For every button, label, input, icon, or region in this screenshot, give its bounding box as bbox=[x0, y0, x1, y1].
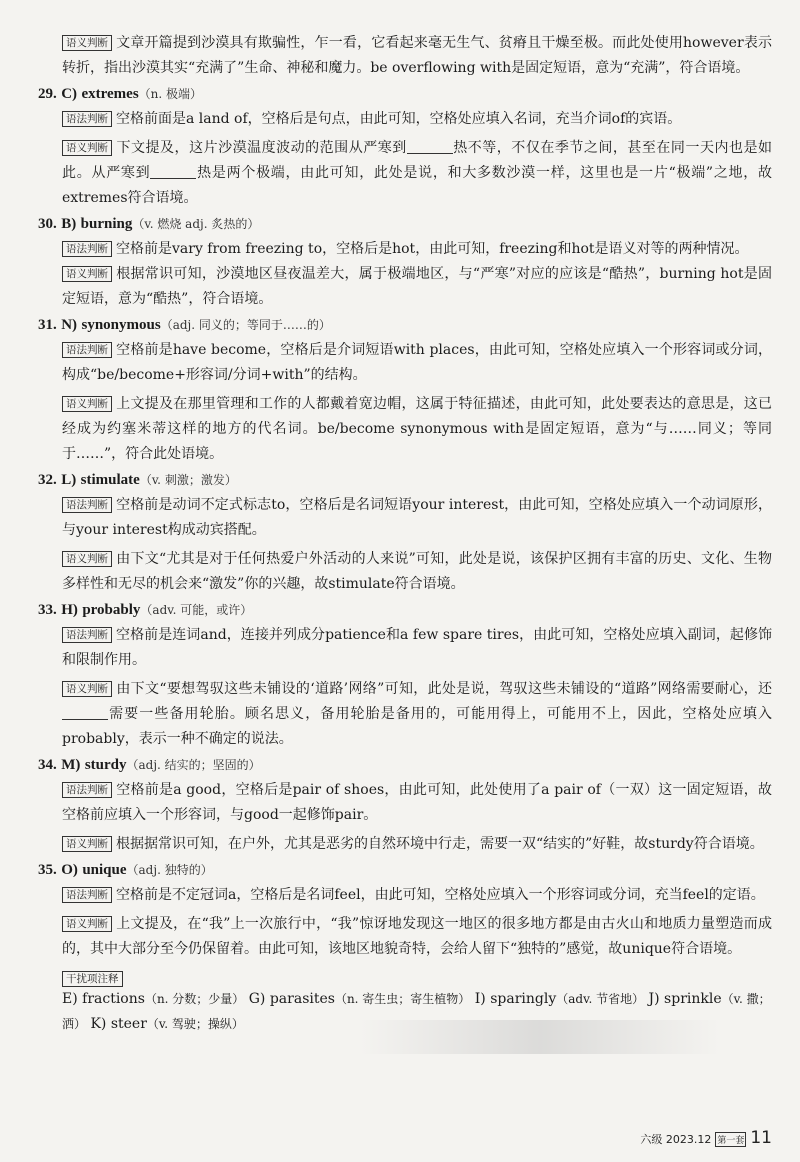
semantic-judgment-tag: 语义判断 bbox=[62, 681, 112, 697]
page-footer bbox=[640, 1128, 772, 1148]
semantic-judgment-tag: 语义判断 bbox=[62, 35, 112, 51]
distractor-heading bbox=[38, 968, 772, 987]
item-32-semantic-note: 语义判断 由下文“尤其是对于任何热爱户外活动的人来说”可知，此处是说，该保护区拥有丰富的历史、文化、生物多样性和无尽的机会来“激发”你的兴趣，故stimulate符合语境。 bbox=[62, 551, 772, 592]
distractor-list: E) fractions（n. 分数；少量） G) parasites（n. 寄生虫；寄生植物） I) sparingly（adv. 节省地） J) sprinkle（v. 撒；洒） K) steer（v. 驾驶；操纵） bbox=[62, 991, 771, 1032]
set-label: 第一套 bbox=[715, 1132, 746, 1147]
grammar-judgment-tag: 语法判断 bbox=[62, 627, 112, 643]
item-32-heading: 32. L) stimulate（v. 刺激；激发） bbox=[38, 472, 237, 488]
semantic-judgment-tag: 语义判断 bbox=[62, 836, 112, 852]
semantic-judgment-tag: 语义判断 bbox=[62, 916, 112, 932]
item-34-heading: 34. M) sturdy（adj. 结实的；坚固的） bbox=[38, 757, 261, 773]
grammar-judgment-tag: 语法判断 bbox=[62, 111, 112, 127]
item-33-heading: 33. H) probably（adv. 可能，或许） bbox=[38, 602, 253, 618]
item-35-grammar-note: 语法判断 空格前是不定冠词a，空格后是名词feel，由此可知，空格处应填入一个形容词或分词，充当feel的定语。 bbox=[38, 883, 772, 908]
grammar-judgment-tag: 语法判断 bbox=[62, 782, 112, 798]
semantic-judgment-tag: 语义判断 bbox=[62, 140, 112, 156]
semantic-judgment-tag: 语义判断 bbox=[62, 551, 112, 567]
edition-label: 六级 2023.12 bbox=[640, 1133, 712, 1146]
answer-blank bbox=[407, 139, 453, 154]
item-31-heading: 31. N) synonymous（adj. 同义的；等同于……的） bbox=[38, 317, 331, 333]
item-35-semantic-note: 语义判断 上文提及，在“我”上一次旅行中，“我”惊讶地发现这一地区的很多地方都是由古火山和地质力量塑造而成的，其中大部分至今仍保留着。由此可知，该地区地貌奇特，会给人留下“独特的”感觉，故unique符合语境。 bbox=[62, 916, 772, 957]
answer-explanations bbox=[38, 31, 772, 1037]
item-30-grammar-note: 语法判断 空格前是vary from freezing to，空格后是hot，由此可知，freezing和hot是语义对等的两种情况。 bbox=[38, 237, 772, 262]
grammar-judgment-tag: 语法判断 bbox=[62, 241, 112, 257]
item-31-semantic-note: 语义判断 上文提及在那里管理和工作的人都戴着宽边帽，这属于特征描述，由此可知，此处要表达的意思是，这已经成为约塞米蒂这样的地方的代名词。be/become synonymous with是固定短语，意为“与……同义；等同于……”，符合此处语境。 bbox=[62, 396, 772, 462]
item-31-grammar-note: 语法判断 空格前是have become，空格后是介词短语with places，由此可知，空格处应填入一个形容词或分词，构成“be/become+形容词/分词+with”的结构。 bbox=[62, 342, 772, 383]
grammar-judgment-tag: 语法判断 bbox=[62, 887, 112, 903]
item-33-semantic-note: 语义判断 由下文“要想驾驭这些未铺设的‘道路’网络”可知，此处是说，驾驭这些未铺设的“道路”网络需要耐心，还需要一些备用轮胎。顾名思义，备用轮胎是备用的，可能用得上，可能用不上，因此，空格处应填入probably，表示一种不确定的说法。 bbox=[62, 681, 772, 747]
answer-blank bbox=[62, 705, 108, 720]
item-29-grammar-note: 语法判断 空格前面是a land of，空格后是句点，由此可知，空格处应填入名词，充当介词of的宾语。 bbox=[38, 107, 772, 132]
item-34-semantic-note: 语义判断 根据据常识可知，在户外，尤其是恶劣的自然环境中行走，需要一双“结实的”好鞋，故sturdy符合语境。 bbox=[38, 832, 772, 857]
item-30-heading: 30. B) burning（v. 燃烧 adj. 炙热的） bbox=[38, 216, 260, 232]
item-30-semantic-note: 语义判断 根据常识可知，沙漠地区昼夜温差大，属于极端地区，与“严寒”对应的应该是“酷热”，burning hot是固定短语，意为“酷热”，符合语境。 bbox=[62, 266, 772, 307]
scan-smudge bbox=[360, 1020, 720, 1054]
item-34-grammar-note: 语法判断 空格前是a good，空格后是pair of shoes，由此可知，此处使用了a pair of（一双）这一固定短语，故空格前应填入一个形容词，与good一起修饰pair。 bbox=[62, 782, 772, 823]
intro-note bbox=[38, 31, 772, 81]
distractor-tag: 干扰项注释 bbox=[62, 971, 123, 987]
item-29-heading: 29. C) extremes（n. 极端） bbox=[38, 86, 203, 102]
item-33-grammar-note: 语法判断 空格前是连词and，连接并列成分patience和a few spare tires，由此可知，空格处应填入副词，起修饰和限制作用。 bbox=[62, 627, 772, 668]
item-29-semantic-note: 语义判断 下文提及，这片沙漠温度波动的范围从严寒到 热不等，不仅在季节之间，甚至在同一天内也是如此。从严寒到 热是两个极端，由此可知，此处是说，和大多数沙漠一样，这里也是一片“极端”之地，故extremes符合语境。 bbox=[62, 140, 773, 206]
semantic-judgment-tag: 语义判断 bbox=[62, 396, 112, 412]
item-32-grammar-note: 语法判断 空格前是动词不定式标志to，空格后是名词短语your interest，由此可知，空格处应填入一个动词原形，与your interest构成动宾搭配。 bbox=[62, 497, 772, 538]
semantic-judgment-tag: 语义判断 bbox=[62, 266, 112, 282]
intro-text: 文章开篇提到沙漠具有欺骗性，乍一看，它看起来毫无生气、贫瘠且干燥至极。而此处使用however表示转折，指出沙漠其实“充满了”生命、神秘和魔力。be overflowing with是固定短语，意为“充满”，符合语境。 bbox=[62, 35, 772, 76]
page-number: 11 bbox=[750, 1128, 772, 1148]
grammar-judgment-tag: 语法判断 bbox=[62, 497, 112, 513]
answer-blank bbox=[150, 164, 196, 179]
item-35-heading: 35. O) unique（adj. 独特的） bbox=[38, 862, 213, 878]
grammar-judgment-tag: 语法判断 bbox=[62, 342, 112, 358]
